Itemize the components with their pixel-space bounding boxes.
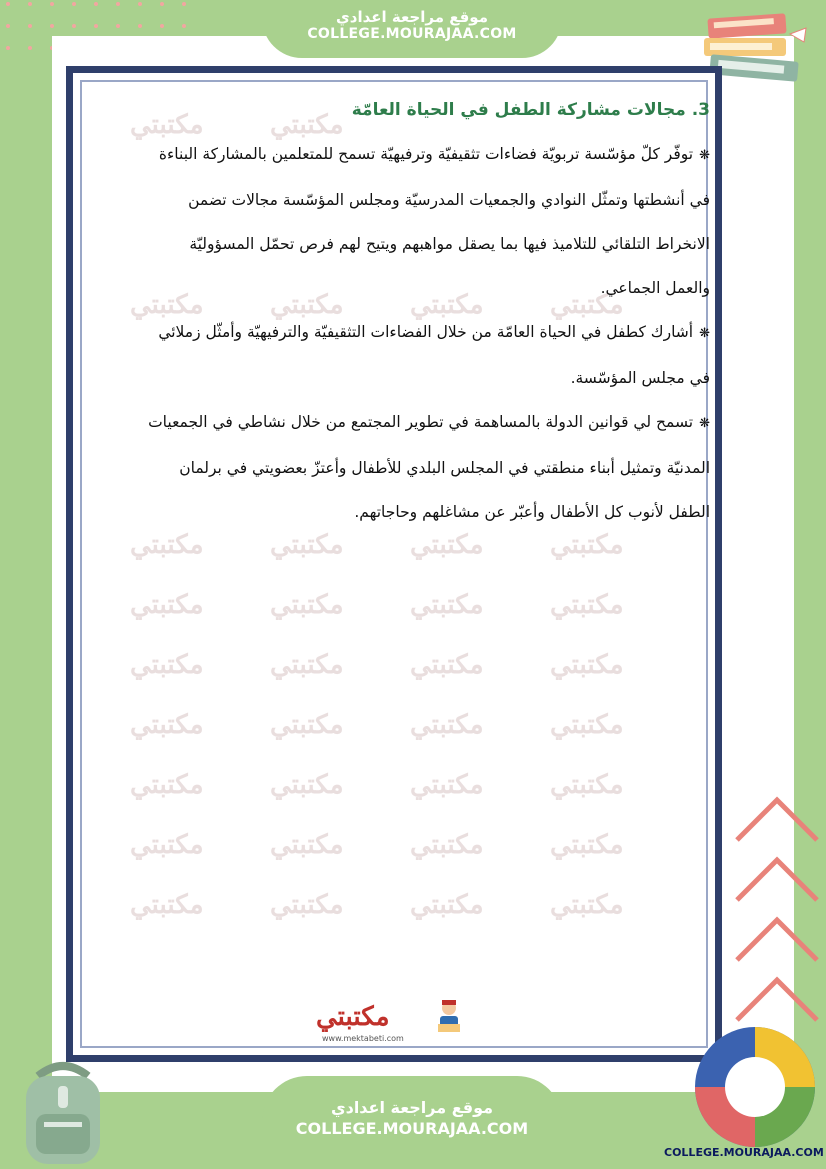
- paragraph-1: [100, 132, 710, 310]
- watermark: مكتبتي: [270, 710, 344, 740]
- subjects-wheel-icon: [690, 1022, 820, 1152]
- watermark: مكتبتي: [130, 710, 204, 740]
- watermark: مكتبتي: [130, 890, 204, 920]
- paragraph-line: والعمل الجماعي.: [600, 279, 710, 297]
- bullet-icon: ❋: [699, 416, 710, 431]
- watermark: مكتبتي: [550, 590, 624, 620]
- bullet-icon: ❋: [699, 148, 710, 163]
- bullet-icon: ❋: [699, 326, 710, 341]
- watermark: مكتبتي: [410, 830, 484, 860]
- watermark: مكتبتي: [550, 770, 624, 800]
- watermark: مكتبتي: [410, 650, 484, 680]
- logo-text: مكتبتي: [316, 1002, 390, 1032]
- top-badge-arabic: موقع مراجعة اعدادي: [336, 8, 488, 26]
- paragraph-line: ❋توفّر كلّ مؤسّسة تربويّة فضاءات تثقيفيّة وترفيهيّة تسمح للمتعلمين بالمشاركة البناءة: [158, 145, 710, 163]
- top-site-badge[interactable]: [262, 0, 562, 58]
- paragraph-3: [100, 400, 710, 534]
- section-heading: 3. مجالات مشاركة الطفل في الحياة العامّة: [351, 100, 710, 120]
- watermark: مكتبتي: [410, 530, 484, 560]
- watermark: مكتبتي: [130, 770, 204, 800]
- watermark: مكتبتي: [130, 290, 204, 320]
- paragraph-line: الانخراط التلقائي للتلاميذ فيها بما يصقل مواهبهم ويتيح لهم فرص تحمّل المسؤوليّة: [189, 235, 710, 253]
- mektabeti-logo[interactable]: [316, 998, 466, 1046]
- watermark: مكتبتي: [270, 830, 344, 860]
- watermark: مكتبتي: [550, 650, 624, 680]
- watermark: مكتبتي: [550, 710, 624, 740]
- watermark: مكتبتي: [550, 530, 624, 560]
- watermark: مكتبتي: [410, 890, 484, 920]
- watermark: مكتبتي: [270, 530, 344, 560]
- logo-url: www.mektabeti.com: [322, 1034, 404, 1043]
- watermark: مكتبتي: [270, 590, 344, 620]
- paragraph-line: في أنشطتها وتمثّل النوادي والجمعيات المدرسيّة ومجلس المؤسّسة مجالات تضمن: [188, 191, 710, 209]
- watermark: مكتبتي: [410, 770, 484, 800]
- bottom-badge-arabic: موقع مراجعة اعدادي: [330, 1098, 494, 1117]
- document-content: [100, 100, 710, 534]
- watermark: مكتبتي: [410, 590, 484, 620]
- bottom-site-badge[interactable]: [262, 1076, 562, 1169]
- watermark: مكتبتي: [550, 290, 624, 320]
- top-badge-url: COLLEGE.MOURAJAA.COM: [307, 26, 517, 42]
- chevron-up-icons: [732, 795, 822, 1035]
- watermark: مكتبتي: [130, 590, 204, 620]
- watermark: مكتبتي: [130, 530, 204, 560]
- watermark: مكتبتي: [130, 830, 204, 860]
- watermark: مكتبتي: [270, 650, 344, 680]
- paragraph-line: الطفل لأنوب كل الأطفال وأعبّر عن مشاغلهم وحاجاتهم.: [354, 503, 710, 521]
- watermark: مكتبتي: [130, 650, 204, 680]
- paragraph-line: ❋تسمح لي قوانين الدولة بالمساهمة في تطوير المجتمع من خلال نشاطي في الجمعيات: [148, 413, 710, 431]
- watermark: مكتبتي: [410, 290, 484, 320]
- backpack-icon: [8, 1056, 118, 1168]
- watermark: مكتبتي: [270, 890, 344, 920]
- reading-child-icon: [434, 998, 464, 1038]
- corner-site-label[interactable]: COLLEGE.MOURAJAA.COM: [664, 1146, 824, 1159]
- watermark: مكتبتي: [130, 110, 204, 140]
- watermark: مكتبتي: [270, 110, 344, 140]
- watermark: مكتبتي: [410, 710, 484, 740]
- watermark: مكتبتي: [550, 890, 624, 920]
- watermark: مكتبتي: [270, 290, 344, 320]
- bottom-badge-url: COLLEGE.MOURAJAA.COM: [295, 1119, 529, 1138]
- watermark: مكتبتي: [270, 770, 344, 800]
- paragraph-line: ❋أشارك كطفل في الحياة العامّة من خلال الفضاءات التثقيفيّة والترفيهيّة وأمثّل زملائي: [158, 323, 710, 341]
- paragraph-line: المدنيّة وتمثيل أبناء منطقتي في المجلس البلدي للأطفال وأعتزّ بعضويتي في برلمان: [179, 459, 710, 477]
- watermark: مكتبتي: [550, 830, 624, 860]
- paragraph-2: [100, 310, 710, 400]
- paragraph-line: في مجلس المؤسّسة.: [570, 369, 710, 387]
